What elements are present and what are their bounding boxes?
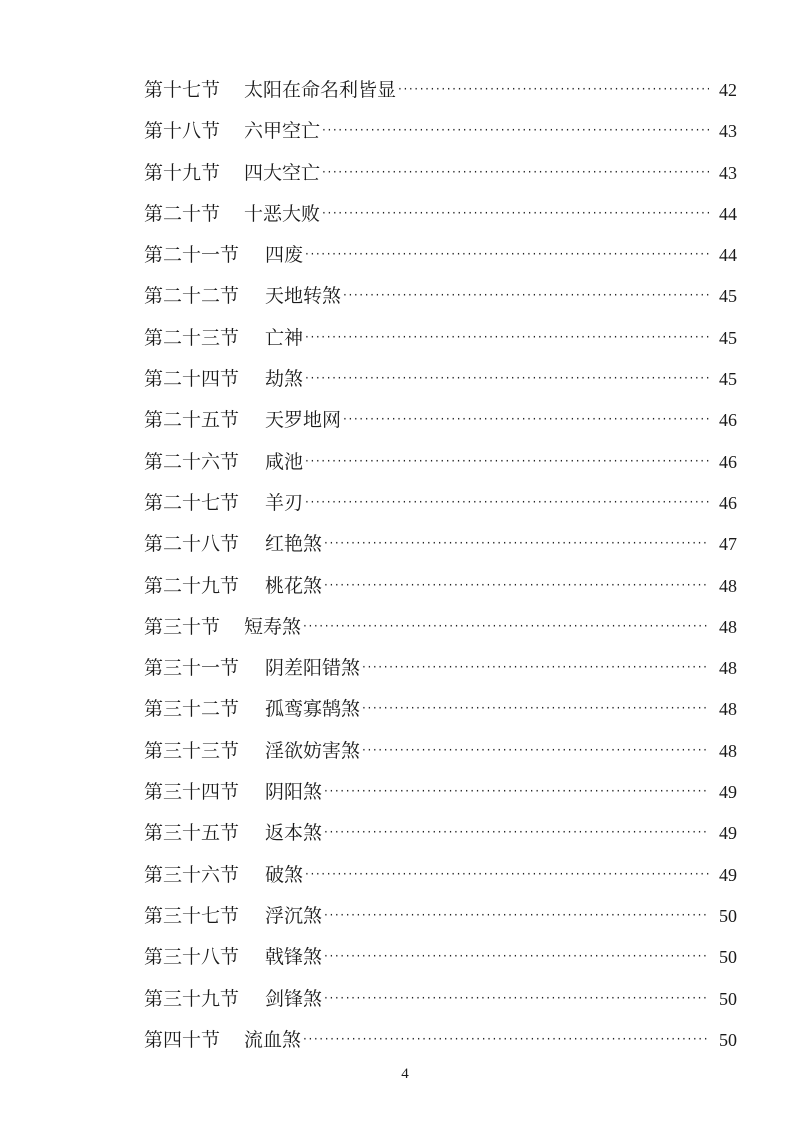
toc-section-title: 天地转煞 [265,285,342,308]
toc-section-title: 剑锋煞 [265,987,323,1010]
toc-section-title: 破煞 [265,863,304,886]
toc-page-number: 50 [719,905,737,926]
toc-section-title: 阴阳煞 [265,781,323,804]
toc-dot-leader [362,647,709,688]
toc-dot-leader [303,1019,709,1060]
toc-page-number: 43 [719,121,737,142]
toc-page-number: 43 [719,162,737,183]
toc-section-title: 戟锋煞 [265,946,323,969]
toc-dot-leader [324,565,709,606]
toc-section-number: 第二十九节 [144,574,240,597]
toc-entry [144,153,737,194]
toc-section-number: 第十八节 [144,120,221,143]
table-of-contents [144,70,737,1061]
toc-page-number: 48 [719,658,737,679]
toc-entry [144,111,737,152]
toc-dot-leader [324,978,709,1019]
toc-page-number: 44 [719,203,737,224]
toc-entry [144,689,737,730]
toc-section-title: 四大空亡 [244,161,321,184]
toc-dot-leader [305,482,709,523]
toc-section-title: 返本煞 [265,822,323,845]
toc-page-number: 48 [719,575,737,596]
toc-dot-leader [305,358,709,399]
toc-section-title: 阴差阳错煞 [265,657,361,680]
toc-page-number: 46 [719,451,737,472]
toc-section-number: 第三十节 [144,615,221,638]
toc-section-number: 第三十三节 [144,739,240,762]
toc-page-number: 49 [719,823,737,844]
toc-page-number: 47 [719,534,737,555]
toc-dot-leader [362,688,709,729]
toc-entry [144,276,737,317]
toc-dot-leader [324,936,709,977]
toc-page-number: 50 [719,988,737,1009]
toc-section-title: 亡神 [265,326,304,349]
toc-dot-leader [322,110,709,151]
toc-entry [144,400,737,441]
toc-page-number: 48 [719,740,737,761]
toc-page-number: 46 [719,410,737,431]
toc-section-number: 第四十节 [144,1028,221,1051]
toc-section-number: 第三十九节 [144,987,240,1010]
toc-entry [144,235,737,276]
page-number-footer: 4 [401,1066,409,1082]
toc-section-title: 十恶大败 [244,202,321,225]
toc-dot-leader [324,812,709,853]
toc-dot-leader [305,854,709,895]
toc-dot-leader [324,771,709,812]
toc-entry [144,648,737,689]
toc-section-number: 第三十八节 [144,946,240,969]
toc-section-title: 淫欲妨害煞 [265,739,361,762]
toc-dot-leader [343,275,709,316]
toc-section-number: 第十九节 [144,161,221,184]
toc-section-title: 天罗地网 [265,409,342,432]
toc-page-number: 46 [719,492,737,513]
toc-entry [144,566,737,607]
toc-page-number: 45 [719,327,737,348]
toc-section-number: 第三十五节 [144,822,240,845]
toc-section-title: 红艳煞 [265,533,323,556]
toc-dot-leader [322,193,709,234]
toc-entry [144,524,737,565]
toc-entry [144,607,737,648]
toc-section-number: 第二十二节 [144,285,240,308]
toc-dot-leader [398,69,709,110]
toc-entry [144,70,737,111]
toc-entry [144,359,737,400]
toc-entry [144,979,737,1020]
toc-entry [144,813,737,854]
toc-entry [144,318,737,359]
toc-page-number: 49 [719,864,737,885]
toc-section-title: 咸池 [265,450,304,473]
toc-dot-leader [305,317,709,358]
toc-page-number: 48 [719,699,737,720]
toc-section-number: 第三十六节 [144,863,240,886]
toc-page-number: 45 [719,369,737,390]
toc-entry [144,1020,737,1061]
toc-entry [144,896,737,937]
toc-section-number: 第二十四节 [144,368,240,391]
toc-section-number: 第二十三节 [144,326,240,349]
toc-page-number: 45 [719,286,737,307]
toc-section-number: 第二十节 [144,202,221,225]
toc-section-title: 太阳在命名利皆显 [244,79,397,101]
toc-page-number: 49 [719,782,737,803]
toc-entry [144,194,737,235]
toc-dot-leader [362,730,709,771]
toc-section-title: 桃花煞 [265,574,323,597]
toc-dot-leader [324,895,709,936]
toc-section-title: 六甲空亡 [244,120,321,143]
toc-page-number: 42 [719,80,737,100]
toc-dot-leader [305,234,709,275]
toc-section-number: 第二十一节 [144,244,240,267]
toc-entry [144,772,737,813]
toc-section-number: 第二十八节 [144,533,240,556]
toc-entry [144,731,737,772]
toc-dot-leader [343,399,709,440]
toc-entry [144,442,737,483]
toc-section-title: 浮沉煞 [265,904,323,927]
toc-dot-leader [324,523,709,564]
toc-page-number: 50 [719,947,737,968]
toc-section-title: 羊刃 [265,491,304,514]
toc-dot-leader [305,441,709,482]
toc-entry [144,937,737,978]
toc-page-number: 50 [719,1029,737,1050]
toc-section-title: 劫煞 [265,368,304,391]
toc-section-title: 孤鸾寡鹄煞 [265,698,361,721]
toc-section-number: 第三十一节 [144,657,240,680]
toc-section-title: 四废 [265,244,304,267]
toc-dot-leader [303,606,709,647]
toc-section-title: 短寿煞 [244,615,302,638]
toc-entry [144,855,737,896]
toc-entry [144,483,737,524]
toc-dot-leader [322,152,709,193]
toc-section-number: 第三十四节 [144,781,240,804]
toc-page-number: 44 [719,245,737,266]
toc-section-number: 第二十五节 [144,409,240,432]
toc-section-number: 第三十二节 [144,698,240,721]
toc-section-number: 第二十七节 [144,491,240,514]
toc-section-number: 第三十七节 [144,904,240,927]
toc-section-title: 流血煞 [244,1028,302,1051]
toc-section-number: 第二十六节 [144,450,240,473]
toc-page-number: 48 [719,616,737,637]
toc-section-number: 第十七节 [144,79,221,101]
